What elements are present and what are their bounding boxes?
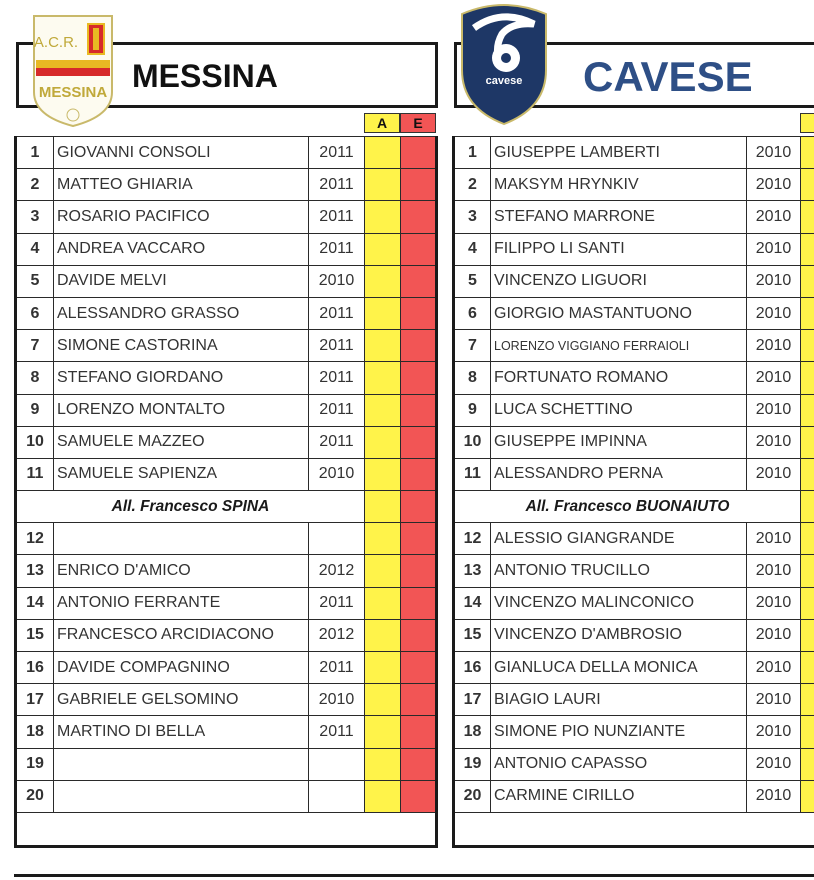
player-number: 20 xyxy=(455,780,491,812)
player-birth-year: 2011 xyxy=(309,233,365,265)
player-name: DAVIDE COMPAGNINO xyxy=(54,652,309,684)
player-number: 7 xyxy=(455,330,491,362)
player-birth-year: 2010 xyxy=(747,394,801,426)
player-number: 16 xyxy=(455,652,491,684)
player-birth-year: 2010 xyxy=(309,684,365,716)
player-number: 16 xyxy=(17,652,54,684)
player-name: FILIPPO LI SANTI xyxy=(491,233,747,265)
cavese-logo xyxy=(454,0,554,126)
player-name: MAKSYM HRYNKIV xyxy=(491,169,747,201)
player-birth-year: 2010 xyxy=(747,362,801,394)
player-number: 4 xyxy=(455,233,491,265)
player-birth-year: 2011 xyxy=(309,330,365,362)
player-name: ANTONIO CAPASSO xyxy=(491,748,747,780)
player-number: 8 xyxy=(17,362,54,394)
player-number: 1 xyxy=(17,137,54,169)
player-name: GABRIELE GELSOMINO xyxy=(54,684,309,716)
logo-messina-text: MESSINA xyxy=(38,84,108,101)
player-birth-year: 2011 xyxy=(309,362,365,394)
away-column-a-label xyxy=(800,113,814,133)
player-number: 14 xyxy=(455,587,491,619)
player-name: ANTONIO TRUCILLO xyxy=(491,555,747,587)
player-name: SIMONE CASTORINA xyxy=(54,330,309,362)
player-name: VINCENZO MALINCONICO xyxy=(491,587,747,619)
column-e-label: E xyxy=(400,113,436,133)
player-name: SAMUELE SAPIENZA xyxy=(54,458,309,490)
player-birth-year: 2011 xyxy=(309,201,365,233)
player-birth-year: 2010 xyxy=(747,233,801,265)
player-name: GIORGIO MASTANTUONO xyxy=(491,297,747,329)
player-birth-year: 2012 xyxy=(309,555,365,587)
player-birth-year: 2011 xyxy=(309,169,365,201)
player-number: 5 xyxy=(17,265,54,297)
player-name: GIANLUCA DELLA MONICA xyxy=(491,652,747,684)
player-birth-year: 2011 xyxy=(309,587,365,619)
player-name: GIUSEPPE IMPINNA xyxy=(491,426,747,458)
player-name: LUCA SCHETTINO xyxy=(491,394,747,426)
player-number: 4 xyxy=(17,233,54,265)
player-birth-year: 2011 xyxy=(309,652,365,684)
player-name: ANTONIO FERRANTE xyxy=(54,587,309,619)
player-number: 18 xyxy=(455,716,491,748)
player-birth-year: 2011 xyxy=(309,716,365,748)
player-number: 13 xyxy=(17,555,54,587)
player-name: LORENZO VIGGIANO FERRAIOLI xyxy=(491,330,747,362)
player-name: ANDREA VACCARO xyxy=(54,233,309,265)
player-number: 9 xyxy=(455,394,491,426)
player-number: 19 xyxy=(17,748,54,780)
away-table-frame xyxy=(452,136,814,848)
player-name: ROSARIO PACIFICO xyxy=(54,201,309,233)
player-birth-year: 2010 xyxy=(747,523,801,555)
player-number: 15 xyxy=(17,619,54,651)
player-birth-year: 2011 xyxy=(309,137,365,169)
player-name: ALESSIO GIANGRANDE xyxy=(491,523,747,555)
player-name: VINCENZO D'AMBROSIO xyxy=(491,619,747,651)
player-birth-year: 2010 xyxy=(747,780,801,812)
player-number: 7 xyxy=(17,330,54,362)
player-name: VINCENZO LIGUORI xyxy=(491,265,747,297)
player-number: 11 xyxy=(17,458,54,490)
away-team-name: CAVESE xyxy=(583,53,753,100)
player-name: MATTEO GHIARIA xyxy=(54,169,309,201)
player-birth-year: 2011 xyxy=(309,297,365,329)
player-name: SIMONE PIO NUNZIANTE xyxy=(491,716,747,748)
player-name: STEFANO MARRONE xyxy=(491,201,747,233)
player-birth-year: 2010 xyxy=(747,265,801,297)
player-birth-year: 2010 xyxy=(747,619,801,651)
player-birth-year: 2010 xyxy=(309,265,365,297)
player-name: MARTINO DI BELLA xyxy=(54,716,309,748)
player-name: ALESSANDRO PERNA xyxy=(491,458,747,490)
player-number: 12 xyxy=(17,523,54,555)
player-birth-year: 2010 xyxy=(747,587,801,619)
player-number: 8 xyxy=(455,362,491,394)
player-name: GIUSEPPE LAMBERTI xyxy=(491,137,747,169)
player-birth-year: 2010 xyxy=(747,716,801,748)
player-birth-year: 2010 xyxy=(747,458,801,490)
player-birth-year: 2010 xyxy=(747,201,801,233)
player-number: 13 xyxy=(455,555,491,587)
player-number: 2 xyxy=(455,169,491,201)
player-number: 11 xyxy=(455,458,491,490)
player-name: LORENZO MONTALTO xyxy=(54,394,309,426)
player-number: 5 xyxy=(455,265,491,297)
player-number: 17 xyxy=(455,684,491,716)
logo-cavese-text: cavese xyxy=(485,75,523,87)
player-name: SAMUELE MAZZEO xyxy=(54,426,309,458)
player-birth-year: 2010 xyxy=(747,652,801,684)
player-number: 10 xyxy=(17,426,54,458)
player-birth-year: 2010 xyxy=(747,137,801,169)
player-number: 9 xyxy=(17,394,54,426)
home-table-frame xyxy=(14,136,438,848)
column-a-label: A xyxy=(364,113,400,133)
player-birth-year: 2010 xyxy=(747,748,801,780)
player-number: 15 xyxy=(455,619,491,651)
player-number: 18 xyxy=(17,716,54,748)
player-number: 19 xyxy=(455,748,491,780)
player-number: 12 xyxy=(455,523,491,555)
player-birth-year: 2010 xyxy=(309,458,365,490)
player-birth-year: 2011 xyxy=(309,426,365,458)
player-number: 3 xyxy=(17,201,54,233)
player-name: ENRICO D'AMICO xyxy=(54,555,309,587)
player-birth-year: 2010 xyxy=(747,426,801,458)
player-birth-year: 2010 xyxy=(747,555,801,587)
player-birth-year: 2010 xyxy=(747,169,801,201)
player-name: ALESSANDRO GRASSO xyxy=(54,297,309,329)
player-name: CARMINE CIRILLO xyxy=(491,780,747,812)
player-name: BIAGIO LAURI xyxy=(491,684,747,716)
player-number: 17 xyxy=(17,684,54,716)
player-name: FORTUNATO ROMANO xyxy=(491,362,747,394)
player-name: STEFANO GIORDANO xyxy=(54,362,309,394)
bottom-divider xyxy=(14,874,814,877)
player-number: 20 xyxy=(17,780,54,812)
player-number: 3 xyxy=(455,201,491,233)
player-name: FRANCESCO ARCIDIACONO xyxy=(54,619,309,651)
player-birth-year: 2011 xyxy=(309,394,365,426)
home-coach: All. Francesco SPINA xyxy=(17,491,365,523)
player-number: 1 xyxy=(455,137,491,169)
player-birth-year: 2012 xyxy=(309,619,365,651)
messina-logo xyxy=(30,12,116,128)
player-birth-year: 2010 xyxy=(747,330,801,362)
away-coach: All. Francesco BUONAIUTO xyxy=(455,491,801,523)
player-birth-year: 2010 xyxy=(747,297,801,329)
player-number: 2 xyxy=(17,169,54,201)
home-team-name: MESSINA xyxy=(132,58,278,94)
player-number: 6 xyxy=(455,297,491,329)
player-name: GIOVANNI CONSOLI xyxy=(54,137,309,169)
player-number: 14 xyxy=(17,587,54,619)
player-number: 6 xyxy=(17,297,54,329)
player-birth-year: 2010 xyxy=(747,684,801,716)
player-name: DAVIDE MELVI xyxy=(54,265,309,297)
player-number: 10 xyxy=(455,426,491,458)
logo-acr-text: A.C.R. xyxy=(33,34,79,51)
